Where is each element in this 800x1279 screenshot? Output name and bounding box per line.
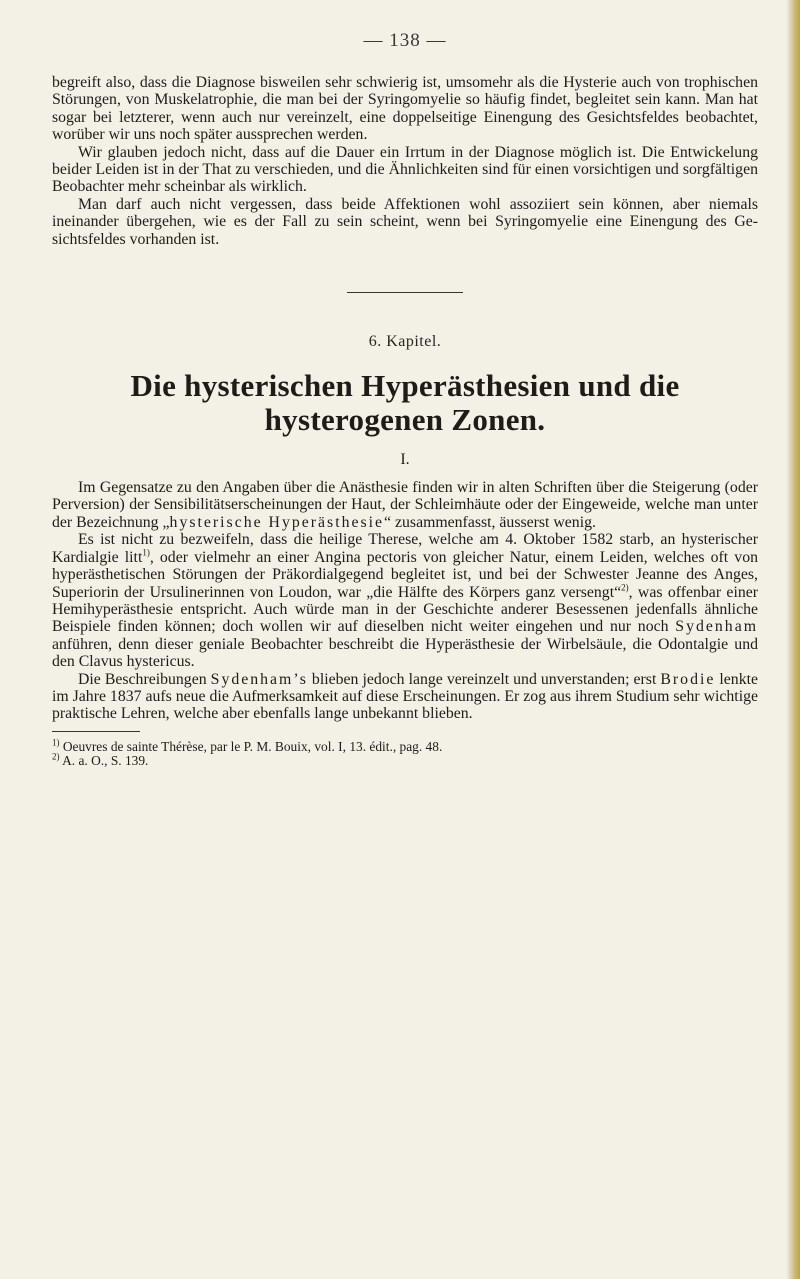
paragraph-5-text-d: anführen, denn dieser geniale Beobachter beschreibt die Hyperästhesie der Wirbelsäule, die Odontalgie und den Clavus hystericus. — [52, 635, 758, 671]
paragraph-6 — [52, 671, 758, 723]
paragraph-1: begreift also, dass die Diagnose bisweilen sehr schwierig ist, umsomehr als die Hysterie auch von trophischen Störungen, von Muskelatrophie, die man bei der Syringomyelie so häufig findet, begleitet sein kann. Man hat sogar bei letzterer, wenn auch nur vereinzelt, eine doppelseitige Einengung des Gesichtsfeldes beobachtet, worüber wir uns noch später aussprechen werden. — [52, 74, 758, 144]
footnote-1-mark: 1) — [52, 737, 60, 748]
paragraph-3: Man darf auch nicht vergessen, dass beide Affektionen wohl assoziiert sein können, aber niemals ineinander übergehen, wie es der Fall zu sein scheint, wenn bei Syringomyelie eine Einengung des Gesichtsfeldes vorhanden ist. — [52, 195, 758, 248]
section-number: I. — [400, 451, 410, 469]
paragraph-5 — [52, 531, 758, 670]
paragraph-6-text-c: lenkte im Jahre 1837 aufs neue die Aufmerksamkeit auf diese Erscheinungen. Er zog aus ihrem Studium sehr wichtige praktische Lehren, welche aber ebenfalls lange unbekannt blieben. — [52, 670, 759, 723]
paragraph-4-text-a: Im Gegensatze zu den Angaben über die Anästhesie finden wir in alten Schriften über die Steigerung (oder Perversion) der Sensibilitätserscheinungen der Haut, der Schleimhäute oder der Eingeweide, welche man unter der Bezeichnung „ — [52, 479, 758, 531]
paragraph-5-text-b: , oder vielmehr an einer Angina pectoris von gleicher Natur, einem Leiden, welches oft von hyperästhetischen Störungen der Präkordialgegend begleitet ist, und bei der Schwester Jeanne des Anges, Superiorin der Ursulinerinnen von Loudon, war „die Hälfte des Körpers ganz versengt“ — [52, 548, 759, 601]
paragraph-4-text-b: “ zusammenfasst, äusserst wenig. — [384, 513, 596, 531]
name-sydenhams: Sydenham’s — [210, 670, 308, 688]
footnote-2-text: A. a. O., S. 139. — [59, 752, 149, 768]
footnote-ref-2: 2) — [621, 582, 629, 593]
footnote-1-text: Oeuvres de sainte Thérèse, par le P. M. Bouix, vol. I, 13. édit., pag. 48. — [59, 738, 443, 754]
footnote-1 — [52, 737, 758, 754]
emphasized-term: hysterische Hyperästhesie — [169, 513, 385, 531]
section-divider — [347, 292, 463, 293]
chapter-title — [52, 369, 758, 437]
chapter-title-line-2: hysterogenen Zonen. — [264, 402, 546, 438]
chapter-label: 6. Kapitel. — [368, 333, 442, 351]
paragraph-4 — [52, 479, 758, 531]
name-brodie: Brodie — [660, 670, 716, 688]
paragraph-5-text-a: Es ist nicht zu bezweifeln, dass die heilige Therese, welche am 4. Oktober 1582 starb, an hysterischer Kardialgie litt — [52, 531, 758, 566]
footnote-2-mark: 2) — [52, 751, 60, 762]
footnote-ref-1: 1) — [142, 547, 150, 558]
paragraph-6-text-a: Die Beschreibungen — [78, 670, 211, 688]
name-sydenham: Sydenham — [675, 618, 758, 636]
page-number: — 138 — — [363, 30, 447, 51]
paragraph-2: Wir glauben jedoch nicht, dass auf die Dauer ein Irrtum in der Diagnose möglich ist. Die Entwickelung beider Leiden ist in der That zu verschieden, und die Ähnlichkeiten sind für einen vorsichtigen und sorgfältigen Beobachter mehr scheinbar als wirklich. — [52, 143, 758, 196]
book-page — [52, 30, 758, 768]
footnote-divider — [52, 731, 140, 732]
paragraph-6-text-b: blieben jedoch lange vereinzelt und unverstanden; erst — [307, 670, 661, 688]
chapter-title-line-1: Die hysterischen Hyperästhesien und die — [130, 368, 680, 404]
page-edge-shading — [786, 0, 800, 1279]
footnote-2 — [52, 751, 758, 768]
paragraph-5-text-c: , was offenbar einer Hemihyperästhesie entspricht. Auch würde man in der Geschichte anderer Besessenen jedenfalls ähnliche Beispiele finden können; doch wollen wir auf dieselben nicht weiter eingehen und nur noch — [52, 583, 759, 636]
